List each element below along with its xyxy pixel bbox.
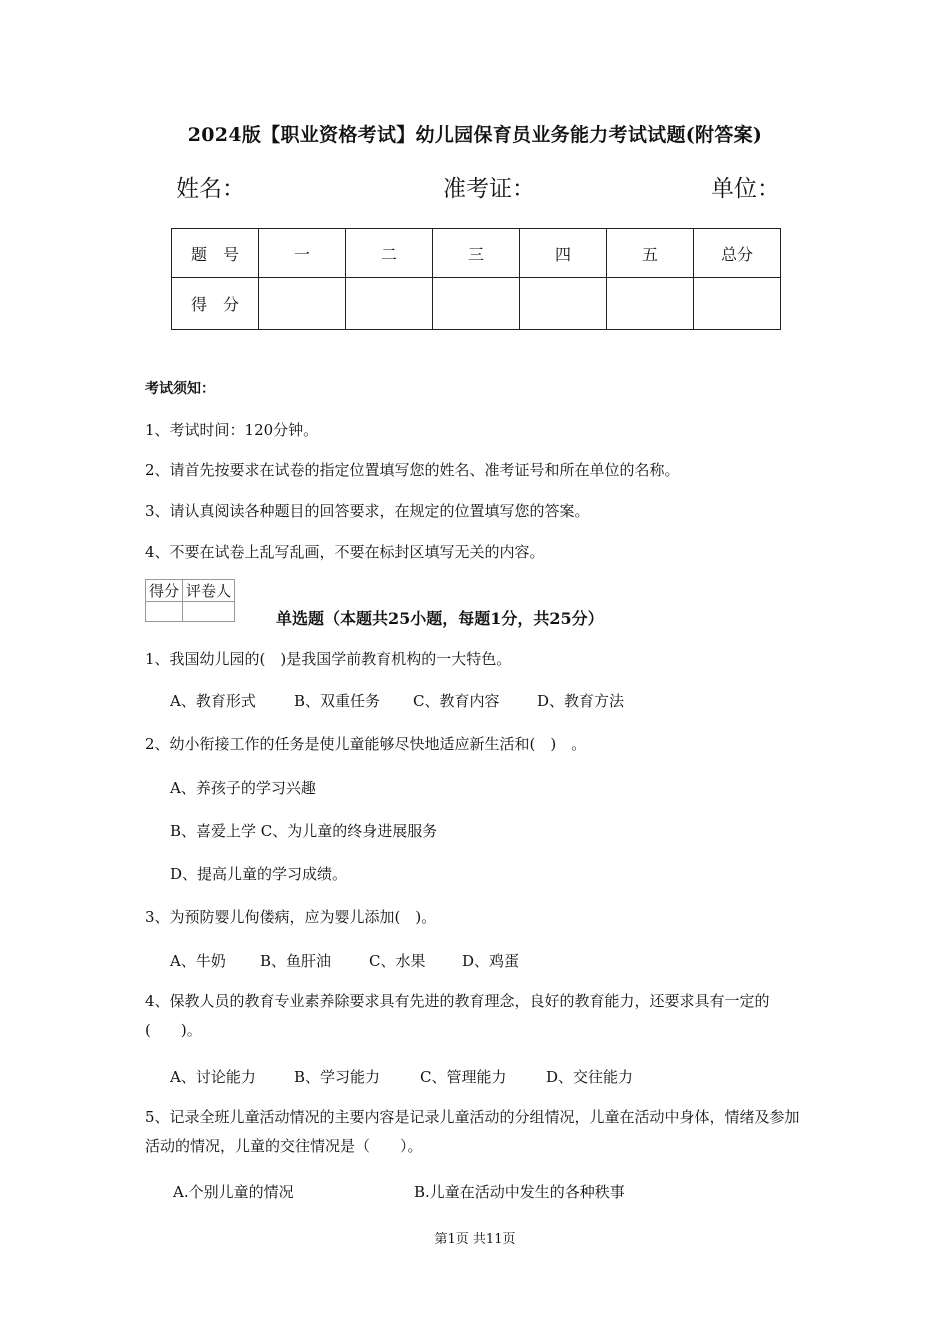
grader-reviewer-cell[interactable] (183, 602, 235, 622)
question-3: 3、为预防婴儿佝偻病，应为婴儿添加( )。 (145, 908, 437, 926)
exam-id-label: 准考证： (443, 176, 535, 202)
option: B.儿童在活动中发生的各种秩事 (414, 1183, 625, 1201)
question-1: 1、我国幼儿园的( )是我国学前教育机构的一大特色。 (145, 650, 512, 668)
score-header-total: 总分 (694, 229, 781, 278)
score-header-label: 题 号 (172, 229, 259, 278)
option: C、水果 (369, 952, 426, 970)
score-cell[interactable] (259, 278, 346, 330)
option: B、双重任务 (294, 692, 381, 710)
grader-score-cell[interactable] (146, 602, 183, 622)
grader-reviewer-label: 评卷人 (183, 580, 235, 602)
grader-score-label: 得分 (146, 580, 183, 602)
option: A、教育形式 (170, 692, 256, 710)
option: D、提高儿童的学习成绩。 (170, 865, 348, 883)
name-label: 姓名： (176, 176, 245, 202)
page-title: 2024版【职业资格考试】幼儿园保育员业务能力考试试题(附答案) (187, 124, 763, 146)
option: A、讨论能力 (170, 1068, 256, 1086)
score-cell[interactable] (520, 278, 607, 330)
option: A、养孩子的学习兴趣 (170, 779, 316, 797)
option: A.个别儿童的情况 (173, 1183, 294, 1201)
score-header-3: 三 (433, 229, 520, 278)
option: C、管理能力 (420, 1068, 507, 1086)
score-cell[interactable] (694, 278, 781, 330)
option: B、鱼肝油 (260, 952, 332, 970)
unit-label: 单位： (711, 176, 780, 202)
notice-item: 1、考试时间：120分钟。 (145, 421, 319, 439)
notice-heading: 考试须知： (145, 381, 215, 397)
score-row-label: 得 分 (172, 278, 259, 330)
score-header-1: 一 (259, 229, 346, 278)
section-heading: 单选题（本题共25小题，每题1分，共25分） (276, 609, 604, 628)
option: C、教育内容 (413, 692, 500, 710)
score-header-4: 四 (520, 229, 607, 278)
score-header-2: 二 (346, 229, 433, 278)
notice-item: 3、请认真阅读各种题目的回答要求，在规定的位置填写您的答案。 (145, 502, 590, 520)
notice-item: 4、不要在试卷上乱写乱画，不要在标封区填写无关的内容。 (145, 543, 545, 561)
option: A、牛奶 (170, 952, 226, 970)
score-cell[interactable] (346, 278, 433, 330)
page-footer: 第1页 共11页 (434, 1232, 516, 1247)
score-table (171, 228, 781, 330)
score-cell[interactable] (433, 278, 520, 330)
notice-item: 2、请首先按要求在试卷的指定位置填写您的姓名、准考证号和所在单位的名称。 (145, 461, 680, 479)
option: B、学习能力 (294, 1068, 381, 1086)
question-4: 4、保教人员的教育专业素养除要求具有先进的教育理念，良好的教育能力，还要求具有一定的( )。 (145, 992, 770, 1039)
option: D、教育方法 (537, 692, 625, 710)
score-header-5: 五 (607, 229, 694, 278)
question-5: 5、记录全班儿童活动情况的主要内容是记录儿童活动的分组情况，儿童在活动中身体，情绪及参加活动的情况，儿童的交往情况是（ ）。 (145, 1108, 800, 1155)
option: B、喜爱上学 C、为儿童的终身进展服务 (170, 822, 438, 840)
question-2: 2、幼小衔接工作的任务是使儿童能够尽快地适应新生活和( ) 。 (145, 735, 587, 753)
option: D、鸡蛋 (462, 952, 520, 970)
grader-box (145, 579, 235, 622)
option: D、交往能力 (546, 1068, 634, 1086)
score-cell[interactable] (607, 278, 694, 330)
